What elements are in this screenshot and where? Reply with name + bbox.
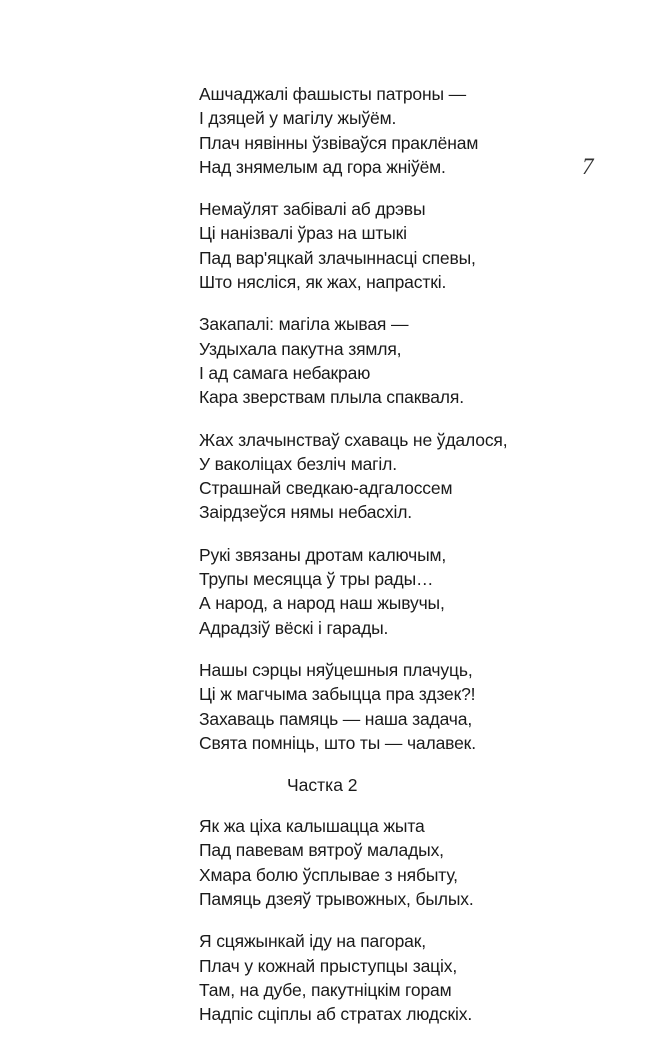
poem-line: Над знямелым ад гора жніўём. <box>199 156 446 177</box>
poem-line: Там, на дубе, пакутніцкім горам <box>199 979 452 1000</box>
poem-line: Ашчаджалі фашысты патроны — <box>199 84 466 104</box>
poem-line: Я сцяжынкай іду на пагорак, <box>199 931 426 952</box>
poem-line: Закапалі: магіла жывая — <box>199 314 409 335</box>
poem-line: Пад вар'яцкай злачыннасці спевы, <box>199 247 476 268</box>
poem-line: Памяць дзеяў трывожных, былых. <box>199 889 474 910</box>
stanza-2 <box>199 197 619 294</box>
poem-line: І ад самага небакраю <box>199 362 371 383</box>
poem-line: Немаўлят забівалі аб дрэвы <box>199 199 426 220</box>
poem-line: Хмара болю ўсплывае з нябыту, <box>199 864 458 885</box>
poem-line: Ці нанізвалі ўраз на штыкі <box>199 223 407 244</box>
stanza-3 <box>199 312 619 409</box>
poem-line: І дзяцей у магілу жыўём. <box>199 108 397 129</box>
poem-line: Надпіс сціплы аб стратах людскіх. <box>199 1004 473 1025</box>
stanza-6 <box>199 658 619 755</box>
stanza-5 <box>199 543 619 640</box>
stanza-8 <box>199 929 619 1026</box>
poem <box>199 82 619 1045</box>
stanza-7 <box>199 814 619 911</box>
section-heading: Частка 2 <box>287 775 358 796</box>
stanza-1 <box>199 82 619 179</box>
poem-line: Як жа ціха калышацца жыта <box>199 816 425 837</box>
page-number: 7 <box>582 154 594 179</box>
poem-line: Свята помніць, што ты — чалавек. <box>199 732 476 753</box>
poem-line: Пад павевам вятроў маладых, <box>199 840 444 861</box>
poem-line: У ваколіцах безліч магіл. <box>199 453 397 474</box>
poem-line: Захаваць памяць — наша задача, <box>199 708 473 729</box>
poem-line: Што нясліся, як жах, напрасткі. <box>199 272 447 293</box>
poem-line: Нашы сэрцы няўцешныя плачуць, <box>199 659 473 680</box>
poem-line: Жах злачынстваў схаваць не ўдалося, <box>199 429 508 450</box>
poem-line: Уздыхала пакутна зямля, <box>199 338 402 359</box>
poem-line: Трупы месяцца ў тры рады… <box>199 569 434 590</box>
poem-line: Заірдзеўся нямы небасхіл. <box>199 502 413 523</box>
poem-line: Плач у кожнай прыступцы заціх, <box>199 955 458 976</box>
poem-line: А народ, а народ наш жывучы, <box>199 593 445 614</box>
poem-line: Ці ж магчыма забыцца пра здзек?! <box>199 684 476 705</box>
poem-line: Плач нявінны ўзвіваўся праклёнам <box>199 132 479 153</box>
poem-line: Кара зверствам плыла спакваля. <box>199 387 464 408</box>
poem-line: Страшнай сведкаю-адгалоссем <box>199 478 453 499</box>
stanza-4 <box>199 428 619 525</box>
poem-line: Рукі звязаны дротам калючым, <box>199 544 447 565</box>
poem-line: Адрадзіў вёскі і гарады. <box>199 617 389 638</box>
